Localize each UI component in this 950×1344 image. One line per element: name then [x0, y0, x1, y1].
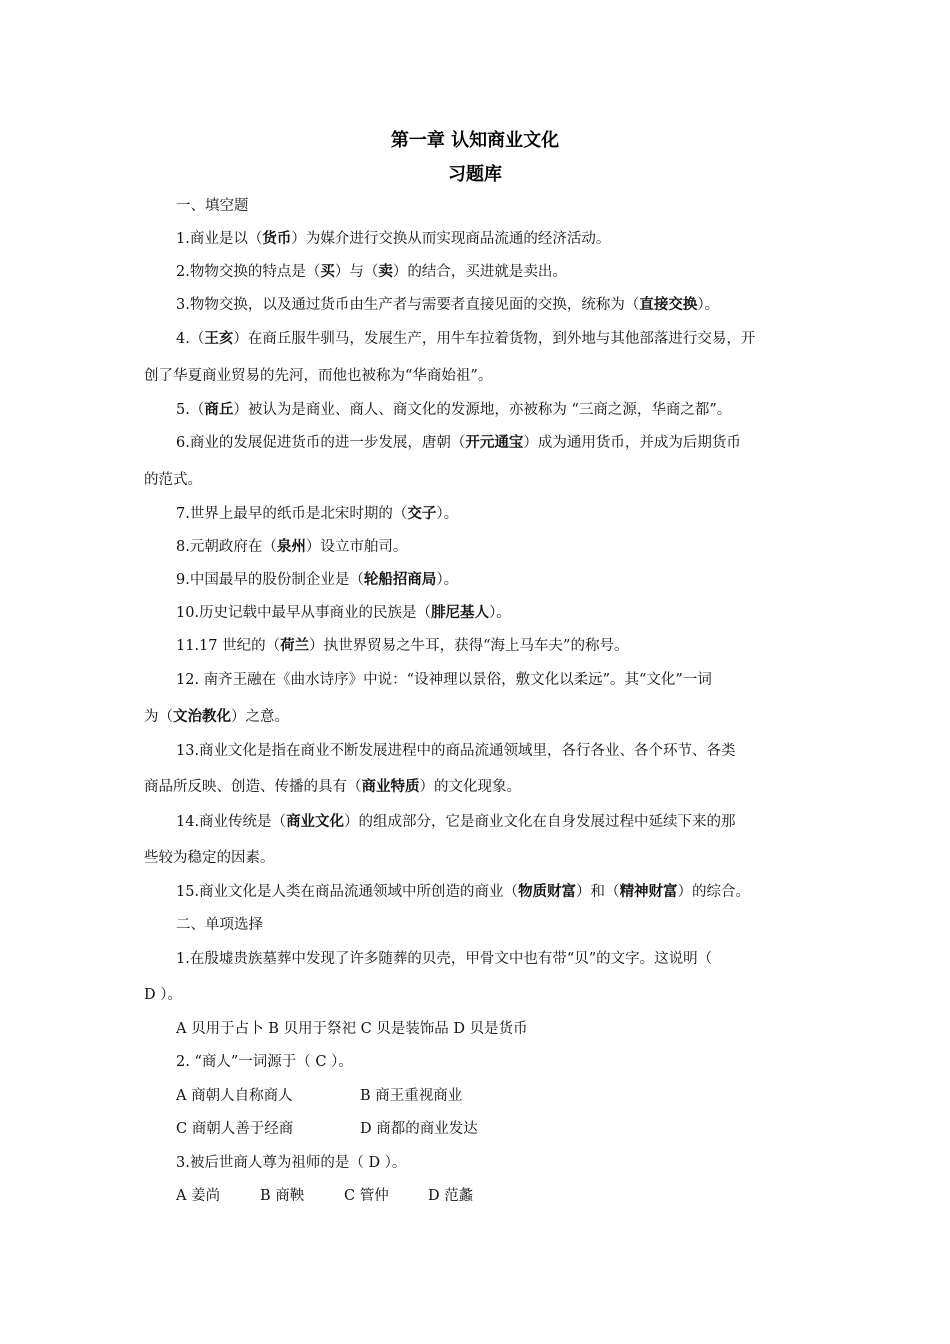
- answer-text: 腓尼基人: [431, 605, 490, 621]
- answer-text: 轮船招商局: [363, 572, 437, 588]
- single-question-3: 3.被后世商人尊为祖师的是（ D ）。: [176, 1155, 407, 1171]
- fill-question-11: [176, 636, 628, 656]
- question-text: 6.商业的发展促进货币的进一步发展，唐朝（: [176, 435, 466, 451]
- answer-text: 精神财富: [619, 884, 678, 900]
- question-text: 商品所反映、创造、传播的具有（: [144, 779, 362, 795]
- option-a: A 商朝人自称商人: [176, 1088, 293, 1104]
- option-d: D 范蠡: [428, 1188, 474, 1204]
- fill-question-12-cont: [144, 707, 289, 727]
- fill-question-2: [176, 262, 567, 282]
- question-text: 15.商业文化是人类在商品流通领域中所创造的商业（: [176, 884, 519, 900]
- question-text: ）被认为是商业、商人、商文化的发源地，亦被称为 “三商之源，华商之都”。: [233, 402, 732, 418]
- answer-text: 荷兰: [280, 638, 310, 654]
- question-text: 11.17 世纪的（: [176, 638, 281, 654]
- single-question-2-options-row2: [176, 1119, 478, 1139]
- answer-text: 开元通宝: [465, 435, 524, 451]
- question-text: ）成为通用货币，并成为后期货币: [523, 435, 741, 451]
- answer-text: 商业文化: [286, 814, 345, 830]
- answer-text: 泉州: [276, 539, 306, 555]
- question-text: ）的结合，买进就是卖出。: [392, 264, 567, 280]
- option-a: A 姜尚: [176, 1188, 221, 1204]
- answer-text: 卖: [378, 264, 393, 280]
- single-question-1-cont: D ）。: [144, 987, 182, 1003]
- fill-question-6-cont: 的范式。: [144, 472, 202, 488]
- question-text: ）。: [489, 605, 511, 621]
- question-text: 10.历史记载中最早从事商业的民族是（: [176, 605, 432, 621]
- single-question-1: 1.在殷墟贵族墓葬中发现了许多随葬的贝壳，甲骨文中也有带“贝”的文字。这说明（: [176, 951, 713, 967]
- option-c: C 管仲: [344, 1188, 389, 1204]
- question-text: ）。: [436, 572, 459, 588]
- question-text: ）之意。: [231, 709, 289, 725]
- option-b: B 商王重视商业: [360, 1088, 463, 1104]
- question-text: 为（: [144, 709, 173, 725]
- fill-question-14: [176, 812, 736, 832]
- fill-question-10: [176, 603, 511, 623]
- question-text: 2.物物交换的特点是（: [176, 264, 321, 280]
- option-c: C 商朝人善于经商: [176, 1121, 294, 1137]
- fill-question-8: [176, 537, 407, 557]
- fill-question-3: [176, 295, 719, 315]
- single-question-1-options: A 贝用于占卜 B 贝用于祭祀 C 贝是装饰品 D 贝是货币: [176, 1021, 528, 1037]
- single-question-2: 2. “商人”一词源于（ C ）。: [176, 1054, 353, 1070]
- answer-text: 物质财富: [518, 884, 577, 900]
- option-b: B 商鞅: [260, 1188, 305, 1204]
- fill-question-9: [176, 570, 458, 590]
- page-subtitle: 习题库: [448, 164, 502, 185]
- fill-question-12: 12. 南齐王融在《曲水诗序》中说：“设神理以景俗，敷文化以柔远”。其“文化”一词: [176, 672, 712, 688]
- question-text: 1.商业是以（: [176, 231, 263, 247]
- question-text: 9.中国最早的股份制企业是（: [176, 572, 364, 588]
- section-heading-single: 二、单项选择: [176, 917, 263, 933]
- question-text: 8.元朝政府在（: [176, 539, 277, 555]
- section-heading-fill: 一、填空题: [176, 198, 249, 214]
- fill-question-15: [176, 882, 750, 902]
- question-text: 4.（: [176, 331, 205, 347]
- single-question-3-options: [176, 1186, 473, 1206]
- answer-text: 文治教化: [173, 709, 231, 725]
- answer-text: 直接交换: [639, 297, 698, 313]
- question-text: ）设立市舶司。: [305, 539, 408, 555]
- fill-question-5: [176, 400, 731, 420]
- question-text: ）在商丘服牛驯马，发展生产，用牛车拉着货物，到外地与其他部落进行交易，开: [233, 331, 756, 347]
- fill-question-6: [176, 433, 741, 453]
- fill-question-14-cont: 些较为稳定的因素。: [144, 850, 275, 866]
- question-text: 5.（: [176, 402, 205, 418]
- question-text: 7.世界上最早的纸币是北宋时期的（: [176, 506, 408, 522]
- question-text: ）。: [697, 297, 720, 313]
- question-text: ）。: [436, 506, 459, 522]
- answer-text: 商业特质: [361, 779, 420, 795]
- fill-question-4: [176, 329, 755, 349]
- question-text: ）和（: [576, 884, 620, 900]
- single-question-2-options-row1: [176, 1086, 462, 1106]
- fill-question-13-cont: [144, 777, 521, 797]
- question-text: 3.物物交换，以及通过货币由生产者与需要者直接见面的交换，统称为（: [176, 297, 640, 313]
- question-text: ）的组成部分，它是商业文化在自身发展过程中延续下来的那: [344, 814, 736, 830]
- fill-question-7: [176, 504, 458, 524]
- question-text: ）的文化现象。: [419, 779, 521, 795]
- fill-question-13: 13.商业文化是指在商业不断发展进程中的商品流通领域里，各行各业、各个环节、各类: [176, 743, 736, 759]
- answer-text: 王亥: [204, 331, 234, 347]
- answer-text: 交子: [407, 506, 437, 522]
- question-text: 14.商业传统是（: [176, 814, 287, 830]
- fill-question-4-cont: 创了华夏商业贸易的先河，而他也被称为“华商始祖”。: [144, 368, 493, 384]
- question-text: ）为媒介进行交换从而实现商品流通的经济活动。: [291, 231, 611, 247]
- answer-text: 商丘: [204, 402, 234, 418]
- question-text: ）的综合。: [677, 884, 751, 900]
- question-text: ）与（: [334, 264, 379, 280]
- chapter-title: 第一章 认知商业文化: [390, 130, 560, 151]
- option-d: D 商都的商业发达: [360, 1121, 478, 1137]
- question-text: ）执世界贸易之牛耳，获得“海上马车夫”的称号。: [309, 638, 629, 654]
- answer-text: 买: [320, 264, 335, 280]
- answer-text: 货币: [262, 231, 292, 247]
- fill-question-1: [176, 229, 610, 249]
